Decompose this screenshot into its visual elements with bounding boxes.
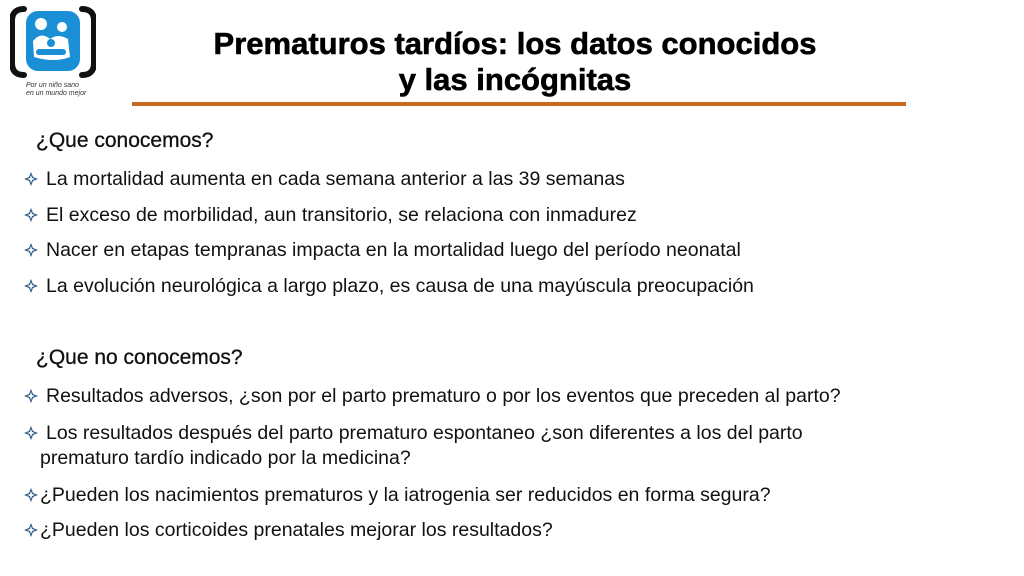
diamond-bullet-icon: [24, 243, 38, 257]
slide-title-line1: Prematuros tardíos: los datos conocidos: [213, 26, 817, 61]
unknown-item-text: Resultados adversos, ¿son por el parto prematuro o por los eventos que preceden al parto?: [46, 385, 841, 407]
known-item: [24, 274, 754, 299]
unknown-item-text: ¿Pueden los corticoides prenatales mejorar los resultados?: [40, 519, 553, 541]
logo-tagline: [26, 82, 106, 98]
diamond-bullet-icon: [24, 279, 38, 293]
known-item-text: El exceso de morbilidad, aun transitorio, se relaciona con inmadurez: [46, 204, 637, 226]
unknown-item: [24, 483, 771, 508]
known-item: [24, 203, 637, 228]
diamond-bullet-icon: [24, 523, 38, 537]
logo-tagline-line1: Por un niño sano: [26, 82, 79, 89]
unknown-item-text-continuation: prematuro tardío indicado por la medicina?: [40, 447, 411, 469]
diamond-bullet-icon: [24, 172, 38, 186]
diamond-bullet-icon: [24, 426, 38, 440]
known-item: [24, 238, 741, 263]
unknown-item-text: Los resultados después del parto prematuro espontaneo ¿son diferentes a los del parto: [46, 422, 803, 444]
unknown-item: [24, 384, 841, 409]
title-underline: [132, 102, 906, 106]
slide-title: [105, 26, 925, 98]
unknown-item: [24, 518, 553, 543]
known-item: [24, 167, 625, 192]
logo: [10, 5, 96, 97]
logo-tagline-line2: en un mundo mejor: [26, 90, 87, 97]
diamond-bullet-icon: [24, 208, 38, 222]
slide-title-line2: y las incógnitas: [398, 62, 632, 97]
known-item-text: La evolución neurológica a largo plazo, es causa de una mayúscula preocupación: [46, 275, 754, 297]
unknown-item-text: ¿Pueden los nacimientos prematuros y la iatrogenia ser reducidos en forma segura?: [40, 484, 771, 506]
unknown-heading: ¿Que no conocemos?: [36, 346, 243, 369]
diamond-bullet-icon: [24, 389, 38, 403]
child-family-logo-icon: [10, 5, 96, 79]
known-item-text: Nacer en etapas tempranas impacta en la mortalidad luego del período neonatal: [46, 239, 741, 261]
unknown-item: [24, 421, 803, 471]
diamond-bullet-icon: [24, 488, 38, 502]
known-heading: ¿Que conocemos?: [36, 129, 214, 152]
known-item-text: La mortalidad aumenta en cada semana anterior a las 39 semanas: [46, 168, 625, 190]
